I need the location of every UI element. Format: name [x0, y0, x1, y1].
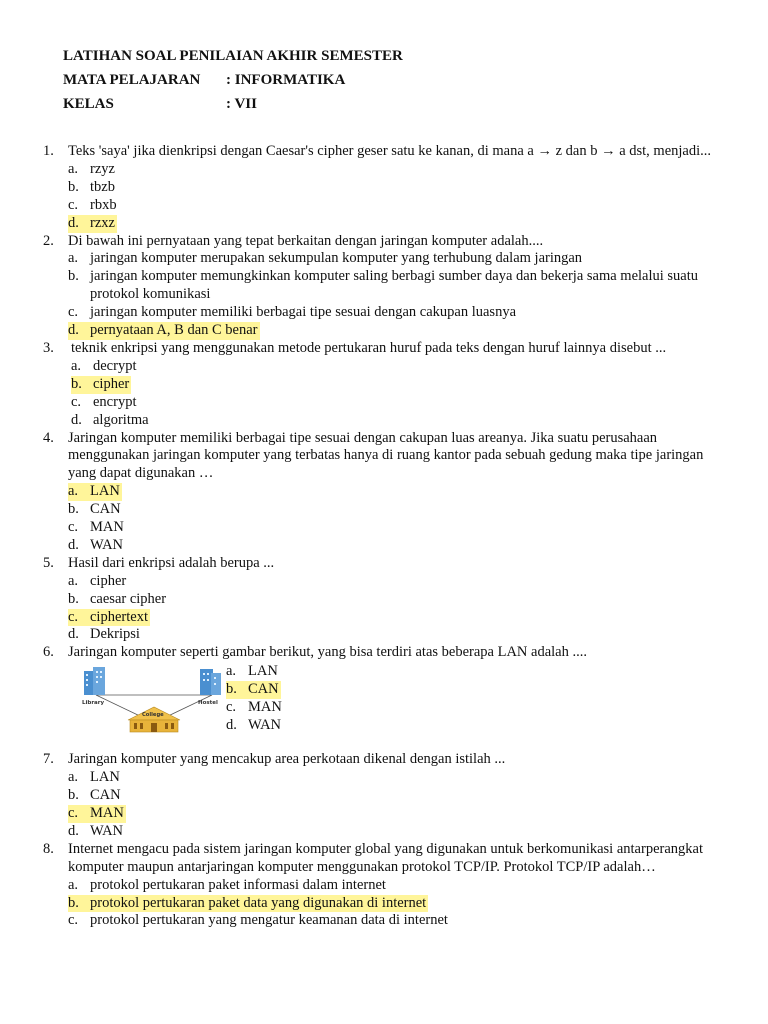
- option-d: [68, 823, 728, 841]
- option-b: [68, 787, 728, 805]
- option-letter: d.: [68, 536, 79, 553]
- option-b-highlighted: [68, 895, 428, 913]
- question-5: [0, 555, 768, 645]
- question-text: teknik enkripsi yang menggunakan metode pertukaran huruf pada teks dengan huruf lainnya disebut ...: [71, 339, 667, 356]
- option-text: pernyataan A, B dan C benar: [90, 322, 258, 339]
- option-c: [68, 197, 728, 215]
- class-row: [63, 92, 403, 116]
- option-text: caesar cipher: [90, 590, 167, 607]
- option-list: [68, 573, 728, 645]
- option-text: LAN: [90, 483, 120, 500]
- option-text: rzxz: [90, 214, 115, 231]
- option-text: WAN: [90, 536, 124, 553]
- option-letter: a.: [68, 769, 79, 786]
- option-c-highlighted: [68, 805, 126, 823]
- option-text: jaringan komputer merupakan sekumpulan komputer yang terhubung dalam jaringan: [90, 250, 583, 267]
- question-number: 3.: [43, 339, 54, 356]
- option-text: cipher: [93, 375, 130, 392]
- option-text: rbxb: [90, 196, 117, 213]
- option-letter: a.: [68, 876, 79, 893]
- question-text: Teks 'saya' jika dienkripsi dengan Caesar's cipher geser satu ke kanan, di mana a → z dan b → a dst, menjadi...: [68, 143, 712, 159]
- figure-label-library: Library: [82, 700, 105, 707]
- option-text: tbzb: [90, 178, 115, 195]
- option-letter: a.: [68, 250, 79, 267]
- class-label: KELAS: [63, 96, 114, 112]
- option-d: [71, 412, 728, 430]
- spacer: [0, 733, 768, 751]
- option-letter: a.: [68, 483, 79, 500]
- question-number: 7.: [43, 751, 54, 768]
- subject-label: MATA PELAJARAN: [63, 72, 201, 88]
- option-list: [68, 161, 728, 233]
- option-text: encrypt: [93, 393, 137, 410]
- option-letter: c.: [68, 608, 79, 625]
- option-text: CAN: [90, 501, 121, 518]
- option-a: [68, 877, 728, 895]
- question-text: Jaringan komputer memiliki berbagai tipe sesuai dengan cakupan luas areanya. Jika suatu perusahaan menggunakan jaringan komputer yang terbatas hanya di ruang kantor pada sebuah gedung maka tipe jaringan yang dapat digunakan …: [68, 429, 704, 482]
- option-letter: b.: [68, 501, 79, 518]
- option-letter: d.: [226, 717, 237, 733]
- class-value: : VII: [226, 96, 257, 112]
- option-text: LAN: [248, 663, 278, 680]
- option-letter: a.: [68, 160, 79, 177]
- question-text: Jaringan komputer yang mencakup area perkotaan dikenal dengan istilah ...: [68, 751, 506, 768]
- option-letter: a.: [226, 663, 237, 680]
- option-letter: d.: [68, 822, 79, 839]
- question-number: 4.: [43, 429, 54, 446]
- document-title: LATIHAN SOAL PENILAIAN AKHIR SEMESTER: [63, 48, 403, 64]
- option-b: [68, 268, 728, 304]
- option-text: jaringan komputer memiliki berbagai tipe sesuai dengan cakupan luasnya: [90, 304, 517, 321]
- option-letter: b.: [68, 894, 79, 911]
- subject-value: : INFORMATIKA: [226, 72, 346, 88]
- question-text: Jaringan komputer seperti gambar berikut, yang bisa terdiri atas beberapa LAN adalah ....: [68, 644, 587, 661]
- option-d: [68, 537, 728, 555]
- option-b: [68, 501, 728, 519]
- option-a: [68, 161, 728, 179]
- question-8: [0, 841, 768, 931]
- option-text: algoritma: [93, 411, 149, 428]
- question-number: 6.: [43, 644, 54, 661]
- option-letter: b.: [71, 375, 82, 392]
- option-text: rzyz: [90, 160, 115, 177]
- question-figure-row: [68, 663, 728, 733]
- question-7: [0, 751, 768, 841]
- option-list: [68, 877, 728, 931]
- option-list: [226, 663, 282, 735]
- campus-network-diagram: [78, 665, 233, 733]
- question-2: [0, 233, 768, 340]
- option-letter: d.: [68, 322, 79, 339]
- option-text: jaringan komputer memungkinkan komputer saling berbagi sumber daya dan bekerja sama melalui suatu protokol komunikasi: [90, 268, 699, 303]
- question-6: [0, 644, 768, 733]
- option-text: ciphertext: [90, 608, 148, 625]
- option-text: MAN: [90, 805, 124, 821]
- option-text: MAN: [90, 519, 124, 536]
- option-letter: d.: [68, 214, 79, 231]
- option-letter: b.: [68, 178, 79, 195]
- subject-row: [63, 68, 403, 92]
- option-c: [226, 699, 282, 717]
- option-list: [68, 483, 728, 555]
- option-letter: b.: [68, 268, 79, 285]
- option-letter: c.: [68, 304, 79, 321]
- option-a: [68, 250, 728, 268]
- option-b: [68, 179, 728, 197]
- option-c: [68, 304, 728, 322]
- option-text: WAN: [248, 717, 282, 733]
- option-letter: c.: [68, 196, 79, 213]
- option-letter: b.: [226, 681, 237, 698]
- option-text: protokol pertukaran paket informasi dalam internet: [90, 876, 386, 893]
- option-text: decrypt: [93, 357, 137, 374]
- option-list: [68, 358, 728, 430]
- option-a: [68, 769, 728, 787]
- option-c: [68, 912, 728, 930]
- option-letter: c.: [68, 805, 79, 821]
- option-letter: c.: [226, 699, 237, 716]
- question-4: [0, 430, 768, 555]
- option-letter: c.: [68, 519, 79, 536]
- option-list: [68, 769, 728, 841]
- option-c: [68, 519, 728, 537]
- option-letter: b.: [68, 787, 79, 804]
- option-text: CAN: [248, 681, 279, 698]
- option-a: [71, 358, 728, 376]
- option-d-highlighted: [68, 322, 260, 340]
- option-d: [226, 717, 282, 735]
- option-b-highlighted: [226, 681, 281, 699]
- question-number: 5.: [43, 554, 54, 571]
- question-number: 8.: [43, 840, 54, 857]
- option-text: protokol pertukaran paket data yang digunakan di internet: [90, 894, 427, 911]
- option-b: [68, 591, 728, 609]
- option-letter: b.: [68, 590, 79, 607]
- option-d: [68, 626, 728, 644]
- question-number: 1.: [43, 143, 54, 159]
- question-1: [0, 143, 768, 233]
- option-text: LAN: [90, 769, 120, 786]
- option-letter: c.: [71, 393, 82, 410]
- option-d-highlighted: [68, 215, 117, 233]
- option-list: [68, 250, 728, 340]
- option-b-highlighted: [71, 376, 131, 394]
- option-a-highlighted: [68, 483, 122, 501]
- question-text: Di bawah ini pernyataan yang tepat berkaitan dengan jaringan komputer adalah....: [68, 232, 544, 249]
- option-letter: d.: [71, 411, 82, 428]
- option-a: [226, 663, 282, 681]
- question-list: [0, 143, 768, 930]
- option-c-highlighted: [68, 609, 150, 627]
- figure-label-hostel: Hostel: [198, 700, 218, 707]
- option-letter: a.: [68, 572, 79, 589]
- figure-label-college: College: [142, 712, 164, 719]
- option-c: [71, 394, 728, 412]
- option-text: Dekripsi: [90, 626, 140, 643]
- option-text: cipher: [90, 572, 127, 589]
- question-3: [0, 340, 768, 430]
- option-letter: d.: [68, 626, 79, 643]
- option-text: protokol pertukaran yang mengatur keamanan data di internet: [90, 912, 448, 929]
- question-text: Hasil dari enkripsi adalah berupa ...: [68, 554, 275, 571]
- option-letter: a.: [71, 357, 82, 374]
- library-building-icon: [84, 667, 105, 695]
- question-number: 2.: [43, 232, 54, 249]
- option-text: WAN: [90, 822, 124, 839]
- document-header: [63, 44, 403, 116]
- option-letter: c.: [68, 912, 79, 929]
- question-text: Internet mengacu pada sistem jaringan komputer global yang digunakan untuk berkomunikasi antarperangkat komputer maupun antarjaringan komputer menggunakan protokol TCP/IP. Protokol TCP/IP adalah…: [68, 840, 703, 875]
- option-a: [68, 573, 728, 591]
- option-text: CAN: [90, 787, 121, 804]
- option-text: MAN: [248, 699, 282, 716]
